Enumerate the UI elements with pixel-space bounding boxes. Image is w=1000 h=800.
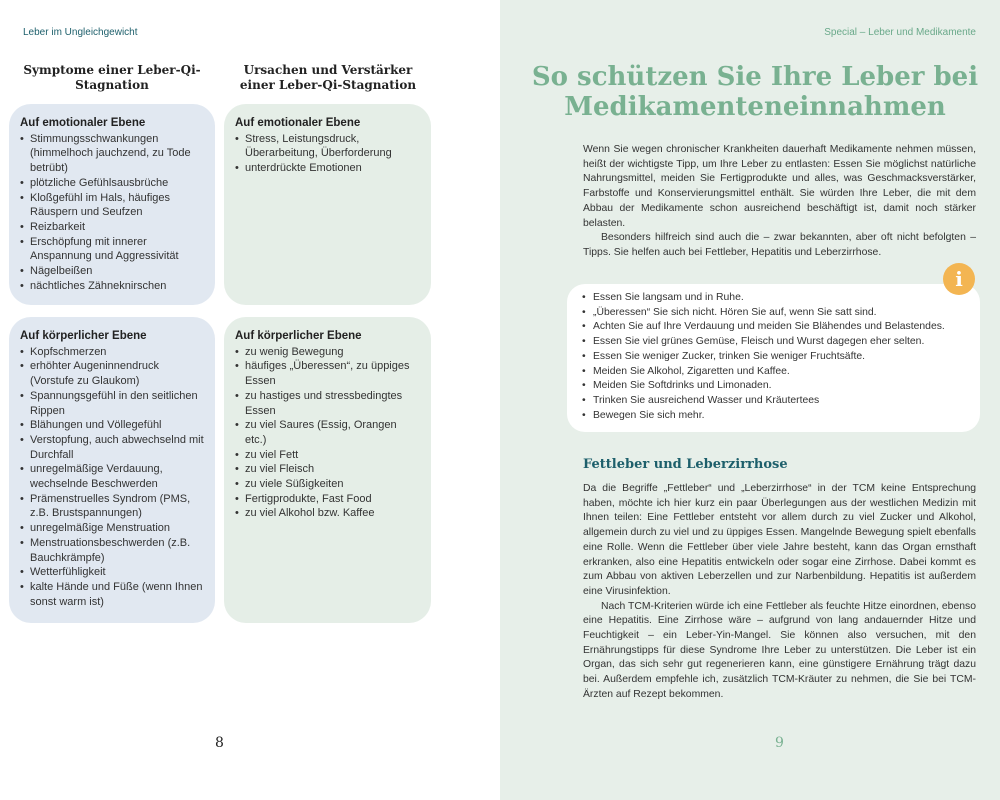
list-item: • Essen Sie weniger Zucker, trinken Sie weniger Fruchtsäfte. [582, 350, 970, 365]
list-item: • unregelmäßige Menstruation [20, 521, 205, 536]
list-item: • Blähungen und Völlegefühl [20, 418, 205, 433]
column-title-causes: Ursachen und Verstärker einer Leber-Qi-Stagnation [239, 63, 417, 92]
panel-heading: Auf emotionaler Ebene [235, 117, 361, 129]
list-item: • Wetterfühligkeit [20, 565, 205, 580]
list-item: • häufiges „Überessen“, zu üppiges Essen [235, 359, 421, 388]
panel-heading: Auf körperlicher Ebene [235, 330, 362, 342]
list-item: • Achten Sie auf Ihre Verdauung und meiden Sie Blähendes und Belastendes. [582, 320, 970, 335]
section-paragraph-1: Da die Begriffe „Fettleber“ und „Leberzirrhose“ in der TCM keine Entsprechung haben, möchte ich hier kurz ein paar Überlegungen aus der westlichen Medizin mit Ihnen teilen: Eine Fettleber entsteht vor allem durch zu viel Zucker und Alkohol, allgemein durch zu viel und zu üppiges Essen. Mangelnde Bewegung spielt ebenfalls eine Rolle. Wenn die Fettleber über viele Jahre besteht, kann das Organ ernsthaft erkranken, also eine Hepatitis entwickeln oder sogar eine Zirrhose. Dabei kommt es zum Abbau von aktiven Leberzellen und zur Narbenbildung. Hepatitis ist außerdem eine Virusinfektion. [583, 483, 976, 597]
page-number-right: 9 [775, 735, 784, 751]
list-item: • zu viel Alkohol bzw. Kaffee [235, 506, 421, 521]
list-item: • unregelmäßige Verdauung, wechselnde Beschwerden [20, 462, 205, 491]
tips-box [567, 284, 980, 432]
intro-text [583, 143, 976, 261]
list-item: • nächtliches Zähneknirschen [20, 279, 205, 294]
list-item: • Fertigprodukte, Fast Food [235, 492, 421, 507]
column-title-symptoms: Symptome einer Leber-Qi-Stagnation [23, 63, 201, 92]
list-item: • Meiden Sie Softdrinks und Limonaden. [582, 379, 970, 394]
intro-paragraph-1: Wenn Sie wegen chronischer Krankheiten dauerhaft Medikamente nehmen müssen, heißt der wichtigste Tipp, um Ihre Leber zu entlasten: Essen Sie möglichst natürliche Nahrungsmittel, meiden Sie Fertigprodukte und alles, was Geschmacksverstärker, Farbstoffe und Konservierungsmittel enthält. Sie würden Ihre Leber, die mit dem Abbau der Medikamente schon ausreichend beschäftigt ist, damit noch stärker belasten. [583, 144, 976, 229]
list-item: • Kopfschmerzen [20, 345, 205, 360]
intro-paragraph-2: Besonders hilfreich sind auch die – zwar bekannten, aber oft nicht befolgten – Tipps. Sie helfen auch bei Fettleber, Hepatitis und Leberzirrhose. [583, 232, 976, 258]
list-item: • kalte Hände und Füße (wenn Ihnen sonst warm ist) [20, 580, 205, 609]
list-item: • zu viele Süßigkeiten [235, 477, 421, 492]
list-item: • Bewegen Sie sich mehr. [582, 409, 970, 424]
list-item: • Meiden Sie Alkohol, Zigaretten und Kaffee. [582, 365, 970, 380]
page-title: So schützen Sie Ihre Leber bei Medikamenteneinnahmen [531, 62, 979, 122]
list-item: • unterdrückte Emotionen [235, 161, 421, 176]
info-icon: i [943, 263, 975, 295]
tips-list [582, 291, 970, 423]
panel-symptoms-physical [9, 317, 215, 623]
list-item: • erhöhter Augeninnendruck (Vorstufe zu Glaukom) [20, 359, 205, 388]
list-item: • zu viel Fleisch [235, 462, 421, 477]
panel-list [20, 132, 205, 294]
list-item: • Stress, Leistungsdruck, Überarbeitung, Überforderung [235, 132, 421, 161]
list-item: • Nägelbeißen [20, 264, 205, 279]
panel-heading: Auf emotionaler Ebene [20, 117, 146, 129]
list-item: • Spannungsgefühl in den seitlichen Rippen [20, 389, 205, 418]
list-item: • Stimmungsschwankungen (himmelhoch jauchzend, zu Tode betrübt) [20, 132, 205, 176]
list-item: • Reizbarkeit [20, 220, 205, 235]
section-text [583, 482, 976, 703]
panel-list [235, 345, 421, 521]
panel-list [235, 132, 421, 176]
running-head-right: Special – Leber und Medikamente [824, 27, 976, 38]
list-item: • plötzliche Gefühlsausbrüche [20, 176, 205, 191]
list-item: • Kloßgefühl im Hals, häufiges Räuspern und Seufzen [20, 191, 205, 220]
list-item: • Essen Sie viel grünes Gemüse, Fleisch und Wurst dagegen eher selten. [582, 335, 970, 350]
list-item: • „Überessen“ Sie sich nicht. Hören Sie auf, wenn Sie satt sind. [582, 306, 970, 321]
panel-causes-emotional [224, 104, 431, 305]
panel-heading: Auf körperlicher Ebene [20, 330, 147, 342]
panel-list [20, 345, 205, 610]
list-item: • Prämenstruelles Syndrom (PMS, z.B. Brustspannungen) [20, 492, 205, 521]
section-paragraph-2: Nach TCM-Kriterien würde ich eine Fettleber als feuchte Hitze einordnen, ebenso eine Hepatitis. Eine Zirrhose wäre – aufgrund von lang andauernder Hitze und Feuchtigkeit – ein Leber-Yin-Mangel. Sie können also versuchen, mit den Ernährungstipps für diese Syndrome Ihre Leber zu unterstützen. Die Leber ist ein Organ, das sich sehr gut regenerieren kann, eine günstigere Ernährung trägt dazu bei. Außerdem empfehle ich, zusätzlich TCM-Kräuter zu nehmen, die Sie bei TCM-Ärzten auf Rezept bekommen. [583, 600, 976, 700]
running-head-left: Leber im Ungleichgewicht [23, 27, 138, 38]
panel-symptoms-emotional [9, 104, 215, 305]
page-number-left: 8 [215, 735, 224, 751]
list-item: • zu hastiges und stressbedingtes Essen [235, 389, 421, 418]
list-item: • Trinken Sie ausreichend Wasser und Kräutertees [582, 394, 970, 409]
list-item: • zu viel Saures (Essig, Orangen etc.) [235, 418, 421, 447]
section-heading: Fettleber und Leberzirrhose [583, 457, 788, 472]
list-item: • zu wenig Bewegung [235, 345, 421, 360]
list-item: • Erschöpfung mit innerer Anspannung und Aggressivität [20, 235, 205, 264]
panel-causes-physical [224, 317, 431, 623]
list-item: • zu viel Fett [235, 448, 421, 463]
list-item: • Essen Sie langsam und in Ruhe. [582, 291, 970, 306]
list-item: • Verstopfung, auch abwechselnd mit Durchfall [20, 433, 205, 462]
list-item: • Menstruationsbeschwerden (z.B. Bauchkrämpfe) [20, 536, 205, 565]
